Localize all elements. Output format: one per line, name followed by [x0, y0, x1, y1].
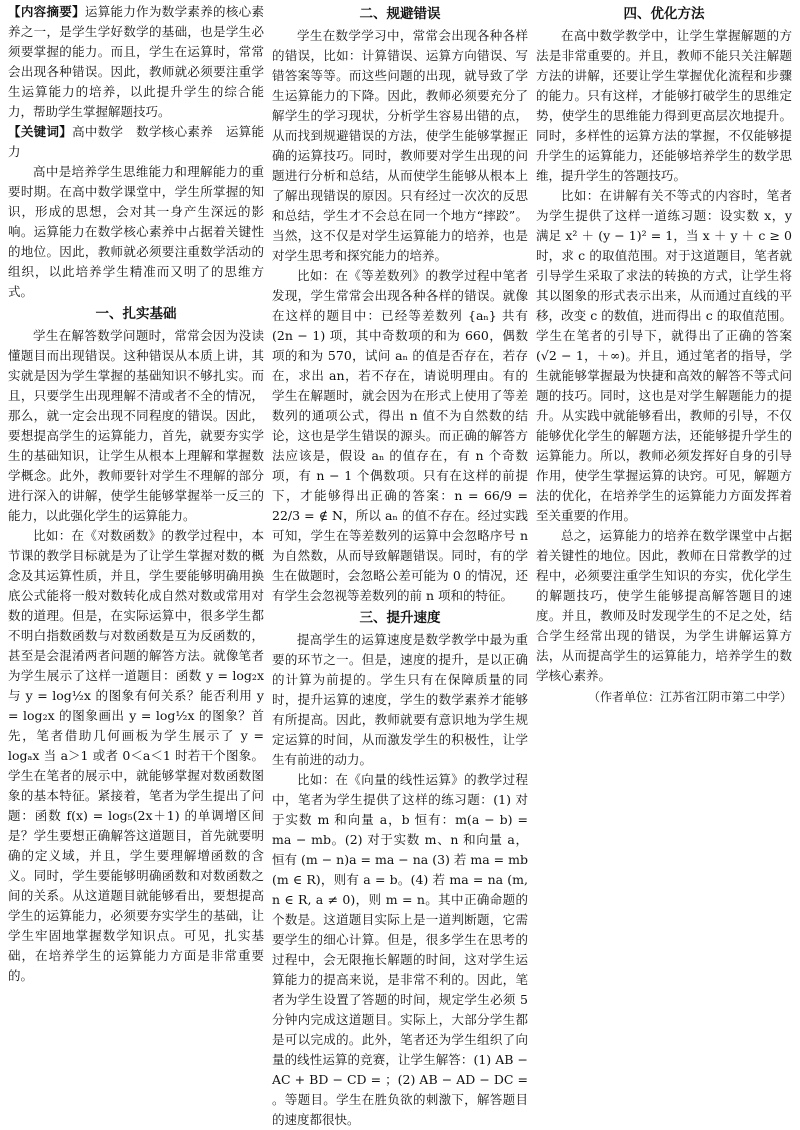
abstract-label: 【内容摘要】 [8, 4, 85, 19]
column-3 [536, 2, 792, 1130]
section-1-title: 一、扎实基础 [95, 306, 177, 322]
section-2-title: 二、规避错误 [359, 6, 441, 22]
section-4-paragraph-2: 比如：在讲解有关不等式的内容时，笔者为学生提供了这样一道练习题：设实数 x，y 满足 x² ＋ (y − 1)² = 1，当 x ＋ y ＋ c ≥ 0 时，求 c 的取值范围。对于这道题目，笔者就引导学生采取了求法的转换的方式，让学生将其以图象的形式表示出来，从而通过直线的平移，改变 c 的数值，进而得出 c 的取值范围。学生在笔者的引导下，就得出了正确的答案 (√2 − 1，＋∞)。并且，通过笔者的指导，学生就能够掌握最为快捷和高效的解答不等式问题的技巧。同时，这也是对学生解题能力的提升。从实践中就能够看出，教师的引导，不仅能够优化学生的解题方法，还能够提升学生的运算能力。所以，教师必须发挥好自身的引导作用，使学生掌握运算的诀窍。可见，解题方法的优化，在培养学生的运算能力方面发挥着至关重要的作用。 [536, 188, 792, 523]
author-affiliation: （作者单位：江苏省江阴市第二中学） [587, 690, 792, 704]
intro-paragraph: 高中是培养学生思维能力和理解能力的重要时期。在高中数学课堂中，学生所掌握的知识，形成的思想，会对其一身产生深远的影响。运算能力在数学核心素养中占据着关键性的地位。因此，教师就必须要注重数学活动的组织，以此培养学生精准而又明了的思维方式。 [8, 164, 264, 299]
abstract-text: 运算能力作为数学素养的核心素养之一，是学生学好数学的基础，也是学生必须要掌握的能力。而且，学生在运算时，常常会出现各种错误。因此，教师就必须要注重学生运算能力的培养，以此提升学生的综合能力，帮助学生掌握解题技巧。 [8, 4, 264, 119]
section-1-paragraph-2: 比如：在《对数函数》的教学过程中，本节课的教学目标就是为了让学生掌握对数的概念及其运算性质，并且，学生要能够明确用换底公式能将一般对数转化成自然对数或常用对数的道理。但是，在实际运算中，很多学生都不明白指数函数与对数函数是互为反函数的，甚至是会混淆两者问题的解答方法。就像笔者为学生展示了这样一道题目：函数 y = log₂x 与 y = log½x 的图象有何关系？能否利用 y = log₂x 的图象画出 y = log½x 的图象？首先，笔者借助几何画板为学生展示了 y = logₐx 当 a＞1 或者 0＜a＜1 时若干个图象。学生在笔者的展示中，就能够掌握对数函数图象的基本特征。紧接着，笔者为学生提出了问题：函数 f(x) = log₅(2x＋1) 的单调增区间是？学生要想正确解答这道题目，首先就要明确的定义域，并且，学生要理解增函数的含义。同时，学生要能够明确函数和对数函数之间的关系。从这道题目就能够看出，要想提高学生的运算能力，必须要夯实学生的基础，让学生牢固地掌握数学知识点。可见，扎实基础，在培养学生的运算能力方面是非常重要的。 [8, 528, 264, 983]
section-2-paragraph-1: 学生在数学学习中，常常会出现各种各样的错误，比如：计算错误、运算方向错误、写错答案等等。而这些问题的出现，就导致了学生运算能力的下降。因此，教师必须要充分了解学生的学习现状，分析学生容易出错的点，从而找到规避错误的方法，使学生能够掌握正确的运算技巧。同时，教师要对学生出现的问题进行分析和总结，从而使学生能够从根本上了解出现错误的原因。只有经过一次次的反思和总结，学生才不会总在同一个地方“摔跤”。当然，这不仅是对学生运算能力的培养，也是对学生思考和探究能力的培养。 [272, 28, 528, 263]
keywords-paragraph [8, 122, 264, 162]
article-columns [8, 2, 792, 1130]
section-3-paragraph-1: 提高学生的运算速度是数学教学中最为重要的环节之一。但是，速度的提升，是以正确的计算为前提的。学生只有在保障质量的同时，提升运算的速度，学生的数学素养才能够有所提高。因此，教师就要有意识地为学生规定运算的时间，从而激发学生的积极性，让学生有前进的动力。 [272, 632, 528, 767]
section-2-paragraph-2: 比如：在《等差数列》的教学过程中笔者发现，学生常常会出现各种各样的错误。就像在这样的题目中：已经等差数列 {aₙ} 共有 (2n − 1) 项，其中奇数项的和为 660，偶数项的和为 570，试问 aₙ 的值是否存在，若存在，求出 an，若不存在，请说明理由。有的学生在解题时，就会因为在形式上使用了等差数列的通项公式，得出 n 值不为自然数的结论，这也是学生错误的源头。而正确的解答方法应该是，假设 aₙ 的值存在，有 n 个奇数项，有 n − 1 个偶数项。只有在这样的前提下，才能够得出正确的答案：n = 66/9 = 22/3 = ∉ N，所以 aₙ 的值不存在。经过实践可知，学生在等差数列的运算中会忽略序号 n 为自然数，从而导致解题错误。同时，有的学生在做题时，会忽略公差可能为 0 的情况，还有学生会忽视等差数列的前 n 项和的特征。 [272, 268, 528, 603]
conclusion-paragraph: 总之，运算能力的培养在数学课堂中占据着关键性的地位。因此，教师在日常教学的过程中，必须要注重学生知识的夯实，优化学生的解题技巧，使学生能够提高解答题目的速度。并且，教师及时发现学生的不足之处，结合学生经常出现的错误，为学生讲解运算方法，从而提高学生的运算能力，培养学生的数学核心素养。 [536, 528, 792, 683]
abstract [8, 2, 264, 122]
keywords-text: 高中数学 数学核心素养 运算能力 [8, 124, 264, 159]
section-3-title: 三、提升速度 [359, 610, 441, 626]
column-1 [8, 2, 264, 1130]
section-4-title: 四、优化方法 [623, 6, 705, 22]
section-3-paragraph-2: 比如：在《向量的线性运算》的教学过程中，笔者为学生提供了这样的练习题：(1) 对于实数 m 和向量 a，b 恒有：m(a − b) = ma − mb。(2) 对于实数 m、n 和向量 a，恒有 (m − n)a = ma − na (3) 若 ma = mb (m ∈ R)，则有 a = b。(4) 若 ma = na (m, n ∈ R, a ≠ 0)，则 m = n。其中正确命题的个数是。这道题目实际上是一道判断题，它需要学生的细心计算。但是，很多学生在思考的过程中，会无限拖长解题的时间，这对学生运算能力的提高来说，是非常不利的。因此，笔者为学生设置了答题的时间，规定学生必须 5 分钟内完成这道题目。实际上，大部分学生都是可以完成的。此外，笔者还为学生组织了向量的线性运算的竞赛，让学生解答：(1) AB − AC + BD − CD = ；(2) AB − AD − DC = 。等题目。学生在胜负欲的刺激下，解答题目的速度都很快。 [272, 772, 528, 1127]
section-4-paragraph-1: 在高中数学教学中，让学生掌握解题的方法是非常重要的。并且，教师不能只关注解题方法的讲解，还要让学生掌握优化流程和步骤的能力。只有这样，才能够打破学生的思维定势，使学生的思维能力得到更高层次地提升。同时，多样性的运算方法的掌握，不仅能够提升学生的运算能力，还能够培养学生的数学思维，提升学生的答题技巧。 [536, 28, 792, 183]
column-2 [272, 2, 528, 1130]
keywords-label: 【关键词】 [8, 124, 73, 139]
section-1-paragraph-1: 学生在解答数学问题时，常常会因为没读懂题目而出现错误。这种错误从本质上讲，其实就是因为学生掌握的基础知识不够扎实。而且，只要学生出现理解不清或者不全的情况，那么，就一定会出现不同程度的错误。因此，要想提高学生的运算能力，首先，就要夯实学生的基础知识，让学生从根本上理解和掌握数学概念。此外，教师要针对学生不理解的部分进行深入的讲解，使学生能够掌握举一反三的能力，以此强化学生的运算能力。 [8, 328, 264, 523]
abstract-paragraph [8, 2, 264, 122]
keywords [8, 122, 264, 162]
